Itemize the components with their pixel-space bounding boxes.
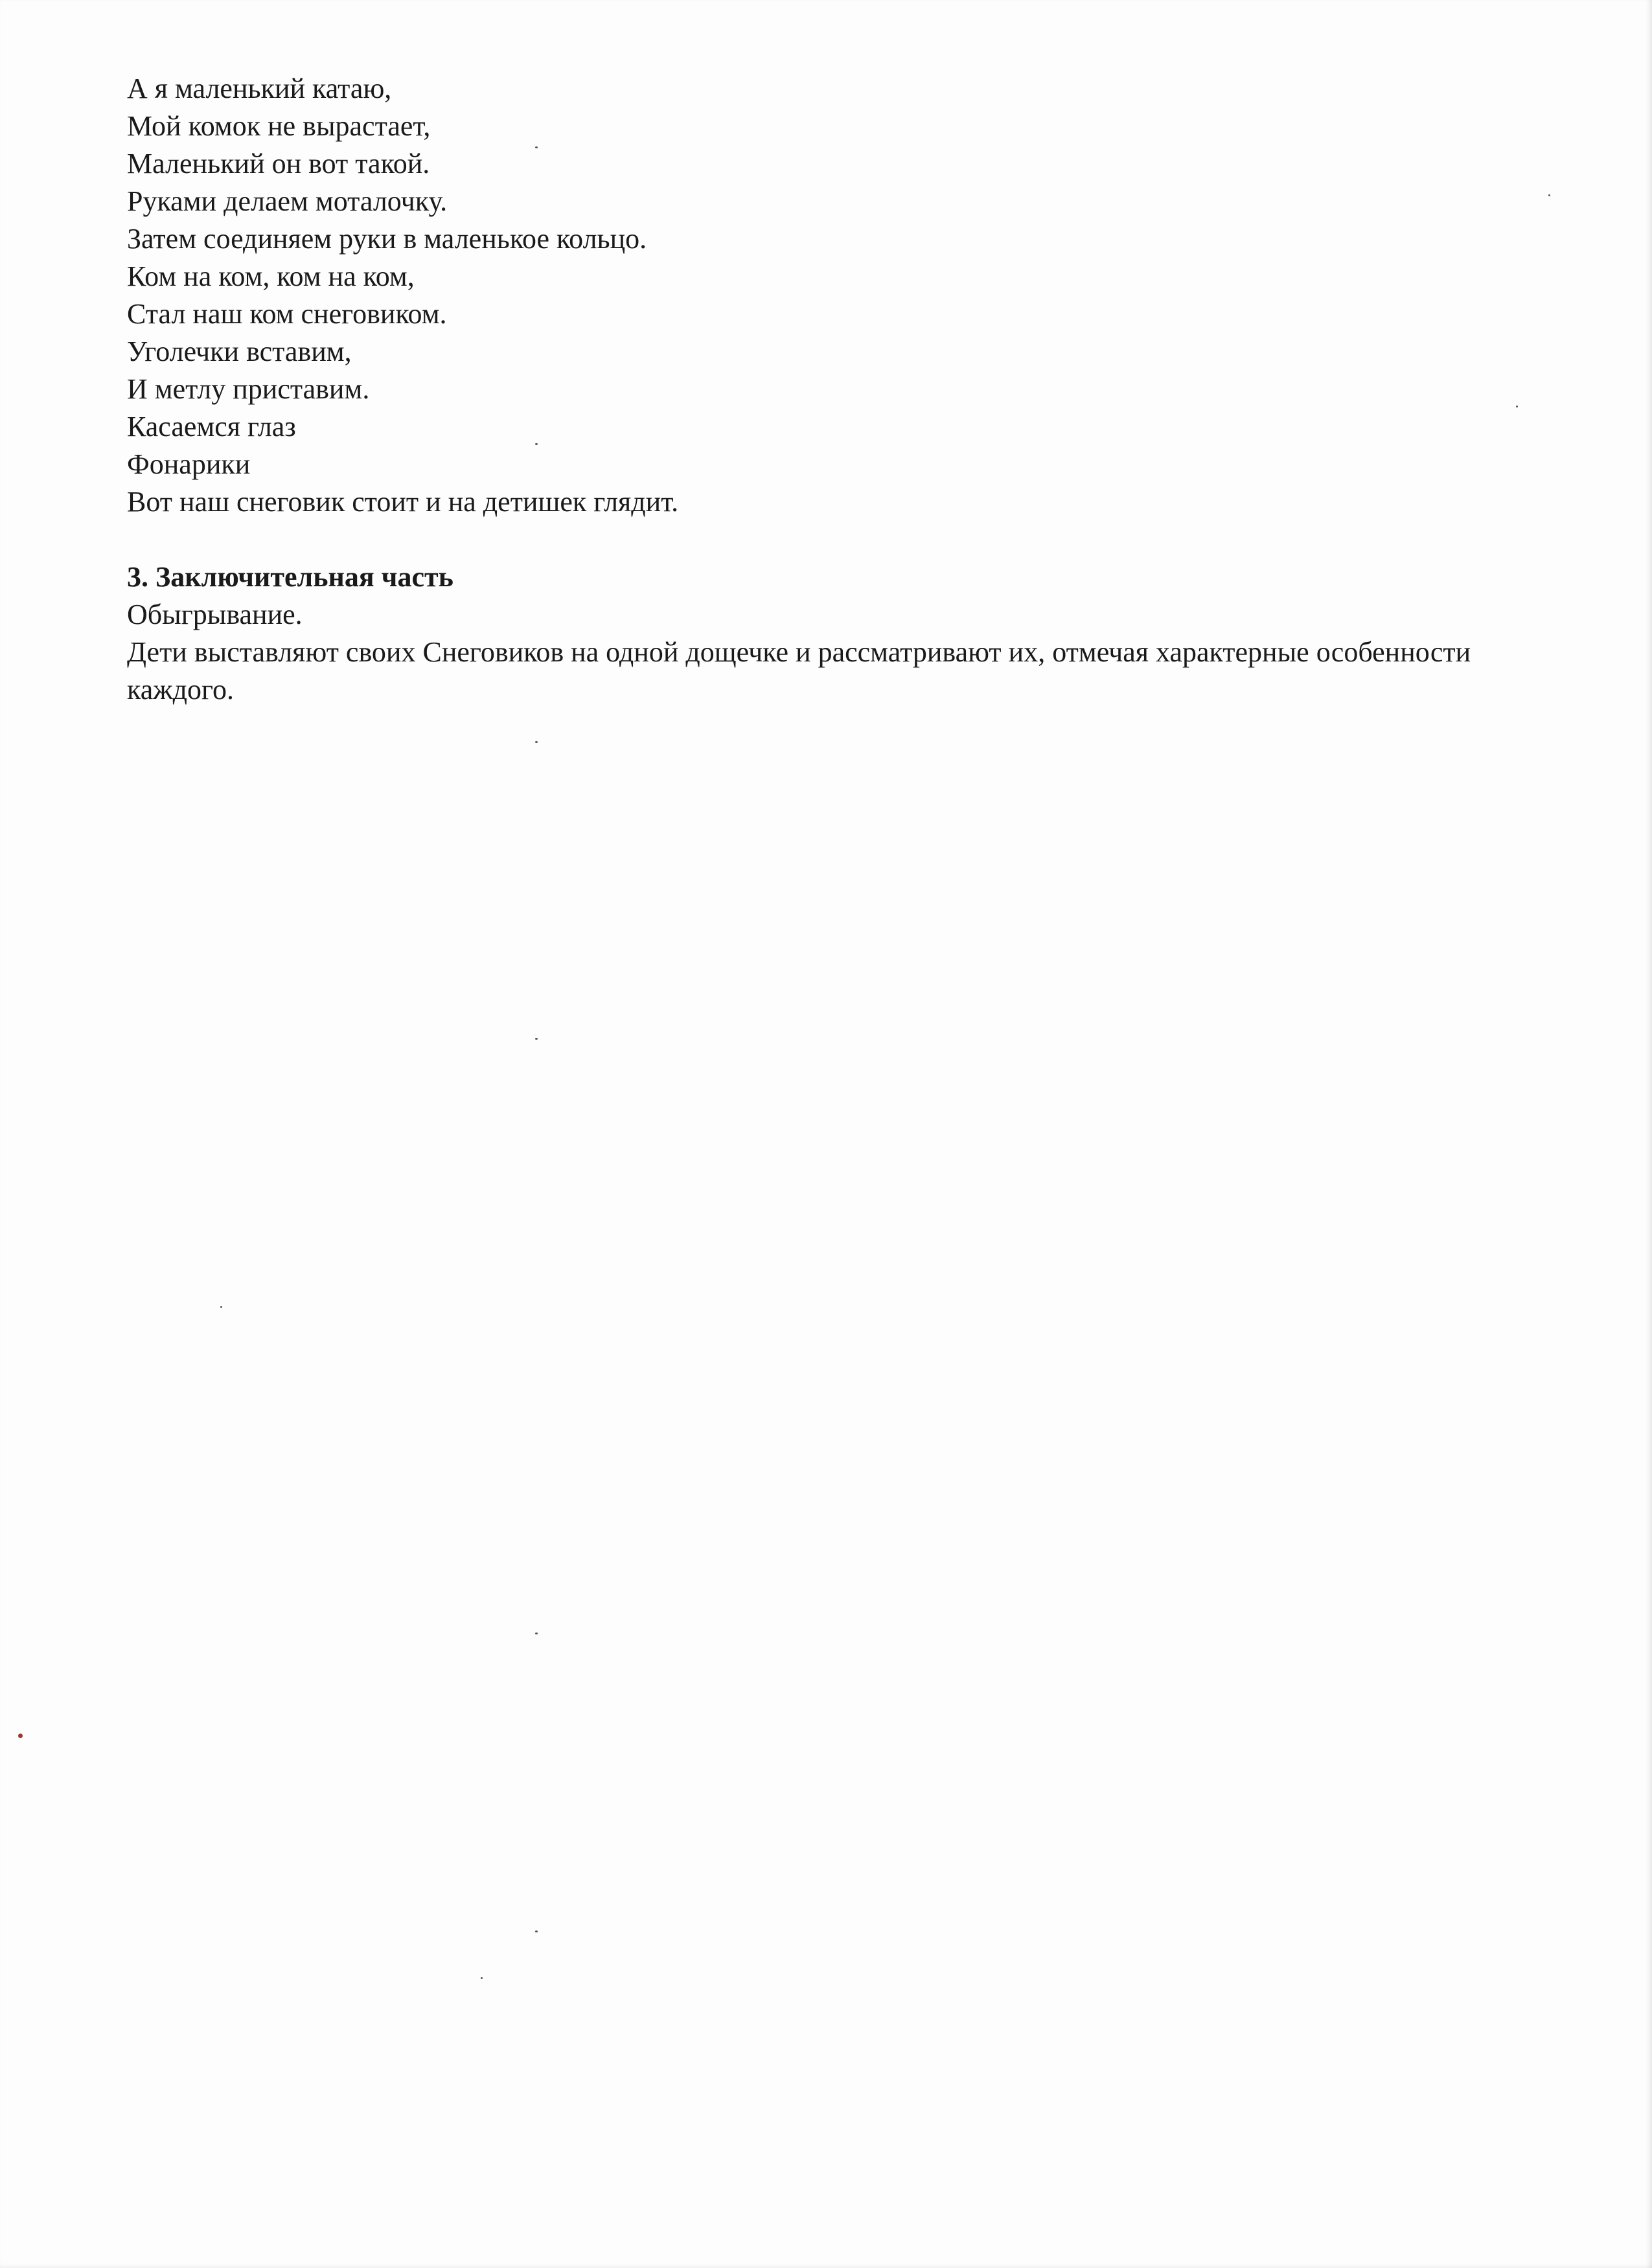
poem-line: Руками делаем моталочку. (127, 185, 448, 217)
scan-speck (535, 146, 538, 148)
poem-line: Мой комок не вырастает, (127, 110, 431, 142)
section-subheading: Обыгрывание. (127, 599, 303, 630)
poem-line: А я маленький катаю, (127, 73, 392, 104)
scan-speck (535, 1930, 538, 1932)
poem-line: Стал наш ком снеговиком. (127, 298, 447, 330)
spacer (127, 521, 1552, 558)
poem-line: Фонарики (127, 448, 251, 480)
scan-speck (1548, 194, 1550, 196)
section-heading: 3. Заключительная часть (127, 561, 453, 593)
scan-speck (535, 741, 538, 743)
document-body (127, 70, 1552, 709)
poem-line: Уголечки вставим, (127, 336, 352, 367)
scan-speck (18, 1734, 23, 1738)
poem-line: И метлу приставим. (127, 373, 370, 405)
poem-line: Затем соединяем руки в маленькое кольцо. (127, 223, 647, 255)
scan-speck (535, 1038, 538, 1040)
scan-speck (535, 1632, 538, 1634)
poem-line: Вот наш снеговик стоит и на детишек глядит. (127, 486, 679, 518)
scan-speck (481, 1977, 483, 1979)
section-paragraph: Дети выставляют своих Снеговиков на одной дощечке и рассматривают их, отмечая характерные особенности каждого. (127, 636, 1471, 705)
scan-speck (535, 443, 538, 445)
poem-line: Касаемся глаз (127, 411, 296, 442)
scan-speck (1516, 406, 1518, 407)
scan-speck (220, 1306, 222, 1308)
poem-line: Ком на ком, ком на ком, (127, 260, 415, 292)
poem-line: Маленький он вот такой. (127, 148, 430, 179)
